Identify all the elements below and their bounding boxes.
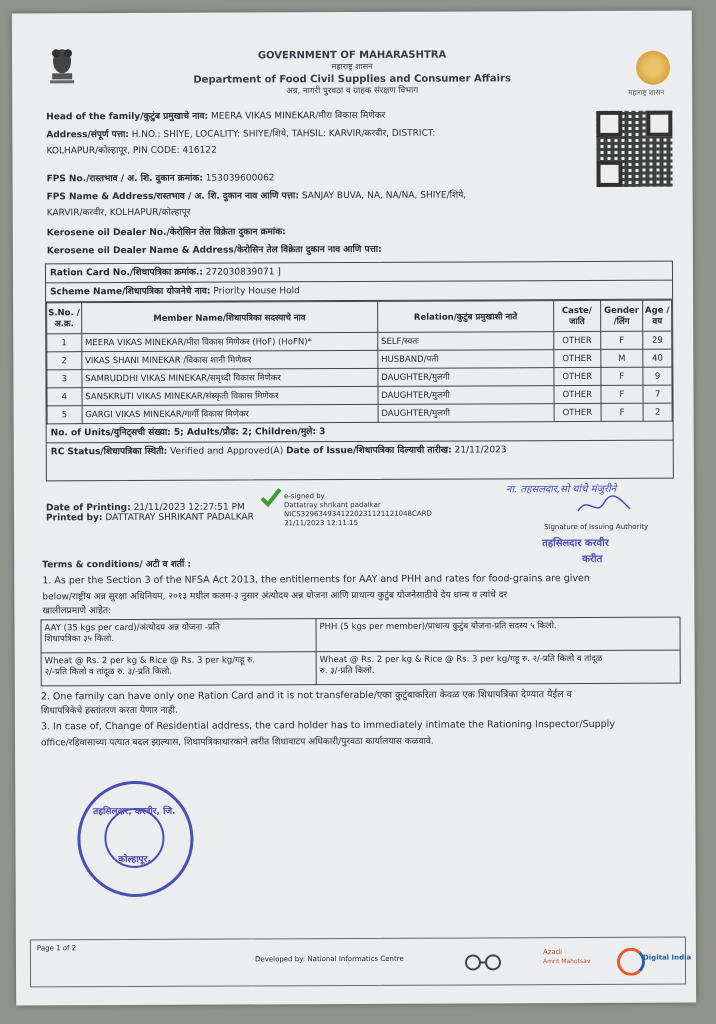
dept-title: Department of Food Civil Supplies and Consumer Affairs — [193, 73, 511, 86]
maharashtra-seal-icon — [636, 51, 670, 85]
scheme-value: Priority House Hold — [213, 286, 300, 297]
phh-rate: Wheat @ Rs. 2 per kg & Rice @ Rs. 3 per kg/गहू रु. २/-प्रति किलो व तांदूळ — [319, 653, 603, 666]
cell-caste: OTHER — [554, 331, 601, 349]
digital-india-icon — [617, 948, 645, 976]
cell-gender: M — [600, 349, 643, 367]
fps-name-label: FPS Name & Address/रास्तभाव / अ. शि. दुकान नाव आणि पत्ता: — [46, 191, 299, 203]
rc-status-label: RC Status/शिधापत्रिका स्थिती: — [50, 446, 168, 458]
digital-india-label: Digital India — [642, 953, 692, 962]
units-summary: No. of Units/युनिट्सची संख्या: 5; Adults/प्रौढ: 2; Children/मुले: 3 — [47, 422, 673, 444]
cell-gender: F — [600, 367, 643, 385]
gov-title: GOVERNMENT OF MAHARASHTRA — [257, 49, 447, 62]
scheme-label: Scheme Name/शिधापत्रिका योजनेचे नाव: — [50, 286, 211, 298]
phh-head: PHH (5 kgs per member)/प्राधान्य कुटुंब योजना-प्रति सदस्य ५ किलो. — [316, 617, 680, 652]
cell-sno: 3 — [47, 370, 82, 388]
authority-stamp-text-2: करीत — [582, 553, 603, 566]
cell-name: SANSKRUTI VIKAS MINEKAR/संस्कृती विकास मिणेकर — [82, 386, 378, 405]
azadi-label-2: Amrit Mahotsav — [542, 957, 591, 966]
address-label: Address/संपूर्ण पत्ता: — [46, 129, 129, 141]
cell-gender: F — [600, 385, 643, 403]
issue-date-value: 21/11/2023 — [454, 445, 507, 456]
head-value: MEERA VIKAS MINEKAR/मीरा विकास मिणेकर — [211, 110, 386, 122]
tahsildar-seal — [77, 781, 194, 898]
terms-title: Terms & conditions/ अटी व शर्ती : — [42, 559, 192, 571]
swachh-bharat-icon — [463, 952, 503, 976]
term-2: 2. One family can have only one Ration Card and it is not transferable/एका कुटुंबाकरिता केवळ एक शिधापत्रिका देण्यात येईल व — [40, 689, 572, 703]
aay-head-2: शिधापत्रिका ३५ किलो. — [44, 634, 115, 645]
term-2b: शिधापत्रिकेचे हस्तांतरण करता येणार नाही. — [40, 705, 178, 717]
developed-by: Developed by: National Informatics Centre — [254, 954, 404, 964]
cell-sno: 4 — [47, 388, 82, 406]
cell-sno: 2 — [47, 352, 82, 370]
print-date-label: Date of Printing: — [45, 502, 131, 514]
cell-sno: 5 — [47, 406, 82, 424]
cell-relation: HUSBAND/पती — [378, 350, 554, 369]
col-name: Member Name/शिधापत्रिका सदस्याचे नाव — [81, 301, 377, 333]
state-emblem-icon — [48, 43, 76, 85]
seal-text: तहसिलदार, करवीर, जि. कोल्हापूर. — [93, 806, 176, 866]
phh-rate-2: रु. ३/-प्रति किलो. — [319, 665, 375, 677]
cell-age: 29 — [643, 331, 672, 349]
signature-scribble — [574, 493, 634, 523]
cell-age: 2 — [643, 403, 672, 421]
cell-caste: OTHER — [554, 385, 601, 403]
rc-status-value: Verified and Approved(A) — [170, 446, 284, 457]
logo-caption: महाराष्ट्र शासन — [628, 88, 665, 97]
aay-rate-2: २/-प्रति किलो व तांदूळ रु. ३/-प्रति किलो. — [44, 666, 173, 678]
kerosene-no-label: Kerosene oil Dealer No./केरोसिन तेल विक्रेता दुकान क्रमांक: — [46, 227, 286, 239]
cell-caste: OTHER — [554, 349, 601, 367]
head-label: Head of the family/कुटुंब प्रमुखाचे नाव: — [46, 111, 209, 123]
esign-line2: Dattatray shrikant padalkar — [283, 500, 381, 510]
azadi-label: Azadi — [542, 948, 563, 957]
printed-by-label: Printed by: — [46, 513, 103, 524]
cell-gender: F — [601, 403, 644, 421]
gov-title-mr: महाराष्ट्र शासन — [331, 61, 373, 72]
cell-name: SAMRUDDHI VIKAS MINEKAR/समृध्दी विकास मिणेकर — [82, 368, 378, 387]
members-table — [46, 300, 673, 425]
term-3: 3. In case of, Change of Residential address, the card holder has to immediately intimate the Rationing Inspector/Supply — [40, 718, 615, 733]
aay-head: AAY (35 kgs per card)/अंत्योदय अन्न योजना -प्रति — [44, 622, 220, 634]
print-date-value: 21/11/2023 12:27:51 PM — [133, 502, 245, 513]
address-value-2: KOLHAPUR/कोल्हापूर, PIN CODE: 416122 — [46, 145, 217, 157]
fps-no-value: 153039600062 — [205, 173, 275, 184]
esign-line1: e-signed by — [283, 492, 325, 501]
rates-table — [40, 617, 680, 687]
aay-rate: Wheat @ Rs. 2 per kg & Rice @ Rs. 3 per kg/गहू रु. — [44, 655, 255, 667]
card-no-value: 272030839071 ] — [205, 267, 281, 278]
cell-name: VIKAS SHANI MINEKAR /विकास शानी मिणेकर — [82, 350, 378, 369]
footer-bar — [30, 937, 692, 988]
ration-card-sheet — [12, 11, 696, 1006]
table-row — [47, 403, 672, 424]
authority-stamp-text: तहसिलदार करवीर — [542, 537, 609, 550]
cell-relation: DAUGHTER/मुलगी — [378, 368, 554, 387]
fps-no-label: FPS No./रास्तभाव / अ. शि. दुकान क्रमांक: — [46, 173, 203, 185]
term-1b: below/राष्ट्रीय अन्न सुरक्षा अधिनियम, २०१३ मधील कलम-३ नुसार अंत्योदय अन्न योजना आणि प्राधान्य कुटुंब योजनेसाठीचे देय धान्य व त्यांचे दर — [42, 590, 508, 603]
cell-caste: OTHER — [554, 403, 601, 421]
cell-age: 9 — [643, 367, 672, 385]
issue-date-label: Date of Issue/शिधापत्रिका दिल्याची तारीख: — [286, 445, 452, 457]
card-details-box — [45, 261, 674, 482]
cell-relation: DAUGHTER/मुलगी — [378, 404, 554, 423]
col-relation: Relation/कुटुंब प्रमुखाशी नाते — [377, 301, 553, 333]
address-value: H.NO.: SHIYE, LOCALITY: SHIYE/शिये, TAHSIL: KARVIR/करवीर, DISTRICT: — [131, 128, 436, 140]
term-1: 1. As per the Section 3 of the NFSA Act 2013, the entitlements for AAY and PHH and rates for food-grains are given — [42, 572, 590, 587]
rates-table-wrap — [40, 617, 680, 687]
kerosene-name-label: Kerosene oil Dealer Name & Address/केरोसिन तेल विक्रेता दुकान नाव आणि पत्ता: — [46, 244, 382, 257]
cell-age: 40 — [643, 349, 672, 367]
card-no-label: Ration Card No./शिधापत्रिका क्रमांक.: — [49, 267, 203, 279]
cell-name: GARGI VIKAS MINEKAR/गार्गी विकास मिणेकर — [82, 404, 378, 423]
printed-by-value: DATTATRAY SHRIKANT PADALKAR — [105, 512, 254, 524]
col-caste: Caste/ जाति — [554, 300, 601, 331]
cell-caste: OTHER — [554, 367, 601, 385]
term-1c: खालीलप्रमाणे आहेत: — [42, 606, 112, 617]
page-number: Page 1 of 2 — [36, 944, 77, 953]
esign-line4: 21/11/2023 12:11:15 — [284, 518, 359, 528]
cell-relation: DAUGHTER/मुलगी — [378, 386, 554, 405]
cell-name: MEERA VIKAS MINEKAR/मीरा विकास मिणेकर (HoF) (HoFN)* — [81, 332, 377, 351]
issuing-authority-label: Signature of Issuing Authority — [544, 522, 649, 532]
qr-code — [596, 111, 672, 187]
dept-title-mr: अन्न, नागरी पुरवठा व ग्राहक संरक्षण विभाग — [286, 85, 419, 97]
esign-line3: NICS329634934122023112112104​8CARD — [284, 509, 432, 519]
cell-sno: 1 — [47, 334, 82, 352]
cell-relation: SELF/स्वतः — [377, 332, 553, 351]
col-sno: S.No. / अ.क्र. — [47, 303, 82, 334]
fps-name-value-2: KARVIR/करवीर, KOLHAPUR/कोल्हापूर — [46, 207, 191, 219]
handwritten-note: ना. तहसलदार,सो यांचे मंजुरीने — [505, 483, 617, 496]
cell-age: 7 — [643, 385, 672, 403]
cell-gender: F — [600, 331, 643, 349]
col-age: Age /वय — [643, 300, 672, 331]
check-icon — [260, 486, 282, 512]
col-gender: Gender /लिंग — [600, 300, 643, 331]
term-3b: office/रहिवासाच्या पत्यात बदल झाल्यास, शिधापत्रिकाधारकाने त्वरीत शिधावाटप अधिकारी/पुरवठा कार्यालयास कळवावे. — [41, 736, 434, 749]
fps-name-value: SANJAY BUVA, NA, NA/NA, SHIYE/शिये, — [301, 190, 467, 202]
